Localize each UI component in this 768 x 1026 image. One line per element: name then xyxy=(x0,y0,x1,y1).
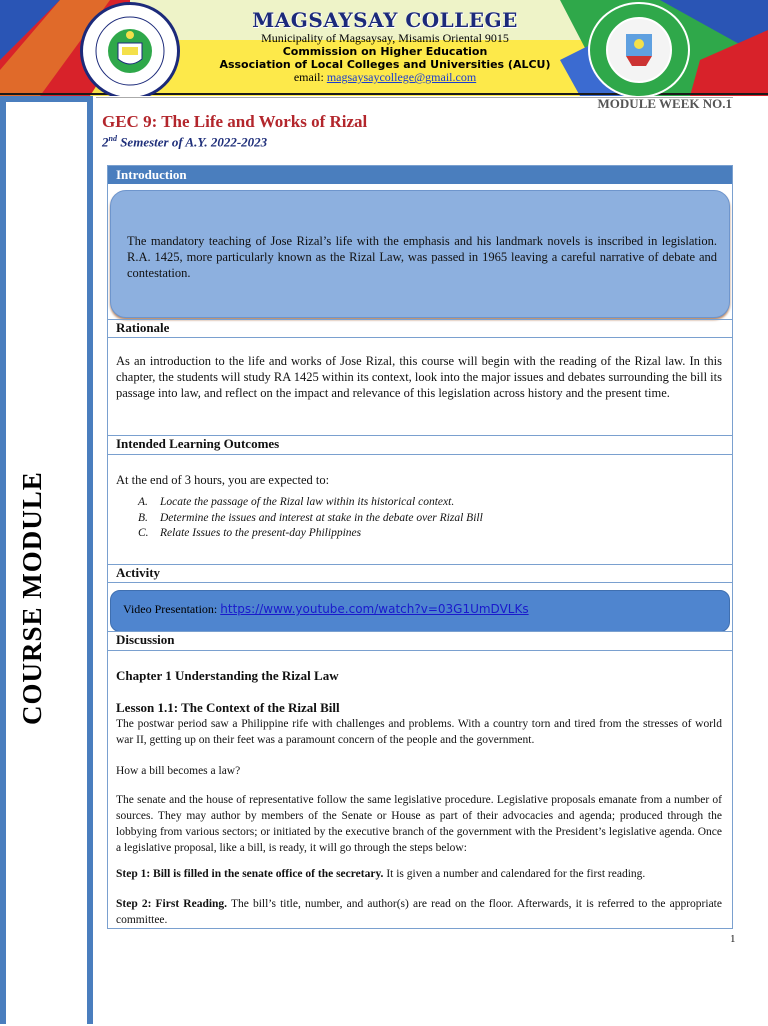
semester-text: Semester of A.Y. 2022-2023 xyxy=(116,134,268,150)
page-number: 1 xyxy=(730,933,736,945)
content-table xyxy=(107,165,733,929)
video-label: Video Presentation: xyxy=(123,602,221,616)
lesson-heading: Lesson 1.1: The Context of the Rizal Bill xyxy=(116,700,340,715)
email-line xyxy=(140,71,630,84)
divider xyxy=(108,582,732,583)
step-1-text: It is given a number and calendared for the first reading. xyxy=(383,868,646,880)
step-2 xyxy=(116,896,722,928)
module-week-label: MODULE WEEK NO.1 xyxy=(597,96,732,111)
step-2-title: Step 2: First Reading. xyxy=(116,898,228,910)
video-link[interactable]: https://www.youtube.com/watch?v=03G1UmDVLKs xyxy=(220,602,529,616)
list-letter: A. xyxy=(138,496,148,508)
divider xyxy=(108,337,732,338)
divider xyxy=(108,454,732,455)
introduction-text: The mandatory teaching of Jose Rizal’s life with the emphasis and his landmark novels is inscribed in legislation. R.A. 1425, more particularly known as the Rizal Law, was passed in 1965 leaving a careful narrative of debate and contestation. xyxy=(127,234,717,280)
list-text: Locate the passage of the Rizal law within its historical context. xyxy=(160,496,455,508)
semester-ordinal: nd xyxy=(108,134,117,143)
header-text-block xyxy=(140,8,630,84)
introduction-heading: Introduction xyxy=(108,166,732,184)
step-2-text: The bill’s title, number, and author(s) are read on the floor. Afterwards, it is referred to the appropriate committee. xyxy=(116,898,722,926)
outcomes-heading: Intended Learning Outcomes xyxy=(116,436,280,451)
course-title: GEC 9: The Life and Works of Rizal xyxy=(102,112,368,131)
activity-box xyxy=(110,590,730,632)
discussion-paragraph-1: The postwar period saw a Philippine rife with challenges and problems. With a country torn and tired from the stresses of world war II, getting up on their feet was a paramount concern of the people and the government. xyxy=(116,718,722,746)
semester-number: 2 xyxy=(102,134,109,150)
course-module-label: COURSE MODULE xyxy=(17,471,47,725)
list-text: Relate Issues to the present-day Philippines xyxy=(160,527,362,539)
header-banner xyxy=(0,0,768,96)
discussion-heading: Discussion xyxy=(116,632,175,647)
commission-line: Commission on Higher Education xyxy=(282,45,488,58)
list-item xyxy=(138,495,483,511)
activity-heading: Activity xyxy=(116,565,161,580)
divider xyxy=(108,650,732,651)
rationale-heading: Rationale xyxy=(116,320,170,335)
college-name: MAGSAYSAY COLLEGE xyxy=(252,8,518,32)
discussion-paragraph-2: The senate and the house of representative follow the same legislative procedure. Legislative proposals emanate from a number of sources. They may author by members of the Senate or House as part of their advocacies and agenda; produced through the lobbying from various sectors; or initiated by the executive branch of the government with the President’s legislative agenda. Once a legislative proposal, like a bill, is ready, it will go through the steps below: xyxy=(116,794,722,854)
rationale-text: As an introduction to the life and works of Jose Rizal, this course will begin with the reading of the Rizal law. In this chapter, the students will study RA 1425 within its context, look into the major issues and debates surrounding the bill its passage into law, and reflect on the impact and relevance of this legislation across history and the present time. xyxy=(116,354,722,400)
step-1 xyxy=(116,866,722,882)
step-1-title: Step 1: Bill is filled in the senate office of the secretary. xyxy=(116,868,384,880)
list-text: Determine the issues and interest at stake in the debate over Rizal Bill xyxy=(160,511,483,524)
municipality-line: Municipality of Magsaysay, Misamis Oriental 9015 xyxy=(261,31,509,45)
semester-line xyxy=(102,134,267,150)
video-presentation xyxy=(123,602,529,617)
list-letter: B. xyxy=(138,511,148,524)
chapter-heading: Chapter 1 Understanding the Rizal Law xyxy=(116,668,339,683)
list-item xyxy=(138,526,483,542)
association-line: Association of Local Colleges and Universities (ALCU) xyxy=(219,58,551,71)
introduction-box xyxy=(110,190,730,318)
email-link[interactable]: magsaysaycollege@gmail.com xyxy=(326,70,477,84)
discussion-question: How a bill becomes a law? xyxy=(116,765,241,777)
outcomes-list xyxy=(138,495,483,542)
list-letter: C. xyxy=(138,527,149,539)
outcomes-intro: At the end of 3 hours, you are expected to: xyxy=(116,473,330,487)
email-label: email: xyxy=(293,70,327,84)
table-bottom-border xyxy=(108,928,732,929)
list-item xyxy=(138,511,483,527)
